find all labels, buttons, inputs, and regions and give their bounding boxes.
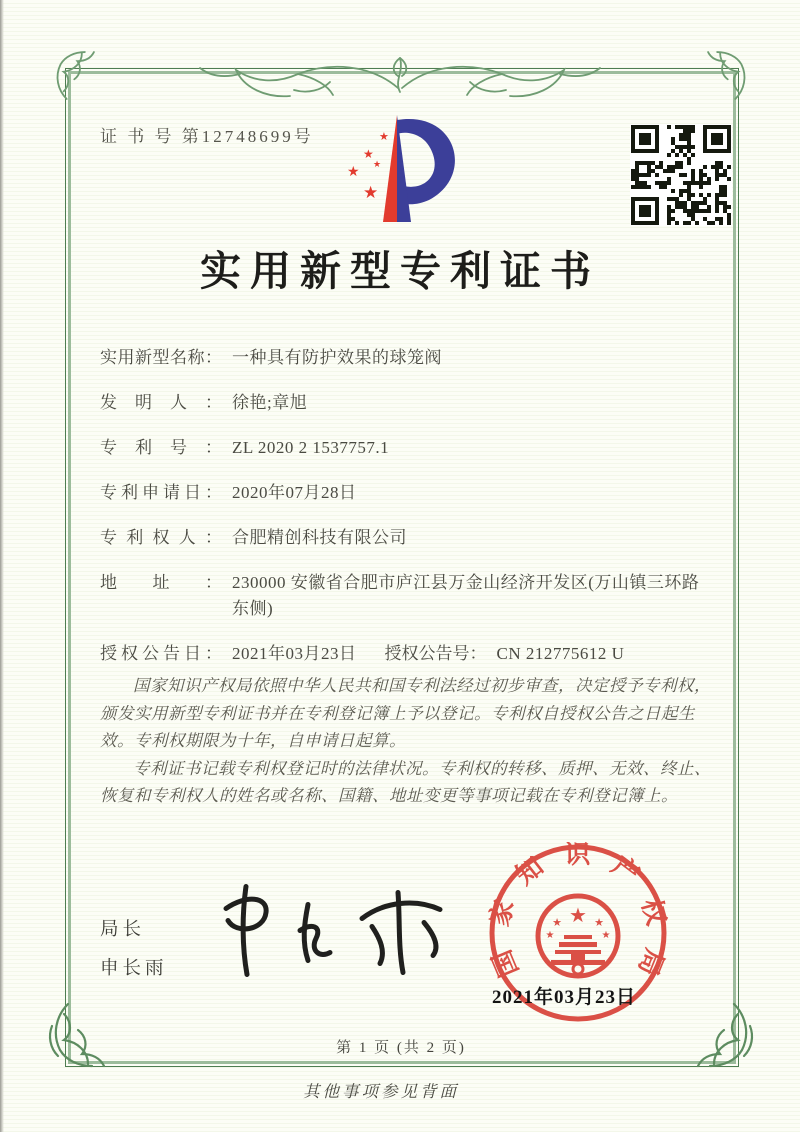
logo-star-icon: ★ xyxy=(347,165,360,180)
svg-text:★: ★ xyxy=(545,930,555,941)
qr-code xyxy=(630,124,732,226)
field-value: 一种具有防护效果的球笼阀 xyxy=(232,348,442,367)
legal-paragraph: 专利证书记载专利权登记时的法律状况。专利权的转移、质押、无效、终止、恢复和专利权人的姓名或名称、国籍、地址变更等事项记载在专利登记簿上。 xyxy=(100,758,711,805)
svg-text:★: ★ xyxy=(594,917,604,929)
field-value: 徐艳;章旭 xyxy=(232,393,308,412)
national-emblem xyxy=(538,896,618,976)
logo-star-icon: ★ xyxy=(363,183,379,202)
grant-number: CN 212775612 U xyxy=(496,644,625,663)
field-row-address xyxy=(100,570,712,622)
svg-text:★: ★ xyxy=(552,917,562,929)
field-label: 地址： xyxy=(100,573,222,592)
field-value: 合肥精创科技有限公司 xyxy=(232,528,407,547)
logo-star-icon: ★ xyxy=(379,131,389,143)
field-row-grant xyxy=(100,641,712,667)
back-note: 其他事项参见背面 xyxy=(303,1082,459,1101)
field-label: 授权公告号： xyxy=(384,644,487,663)
svg-text:★: ★ xyxy=(601,930,611,941)
director-signature xyxy=(212,872,452,987)
field-label: 授权公告日： xyxy=(100,644,222,663)
cnipa-logo xyxy=(333,110,465,236)
logo-star-icon: ★ xyxy=(363,147,374,161)
field-row-patent-number xyxy=(100,435,712,461)
field-value: 230000 安徽省合肥市庐江县万金山经济开发区(万山镇三环路东侧) xyxy=(232,573,700,618)
certificate-title: 实用新型专利证书 xyxy=(200,248,600,294)
certificate-fields xyxy=(100,345,712,686)
field-row-filing-date xyxy=(100,480,712,506)
legal-paragraph: 国家知识产权局依照中华人民共和国专利法经过初步审查，决定授予专利权，颁发实用新型专利证书并在专利登记簿上予以登记。专利权自授权公告之日起生效。专利权期限为十年，自申请日起算。 xyxy=(100,676,711,750)
field-label: 专利号： xyxy=(100,438,222,457)
grant-date: 2021年03月23日 xyxy=(232,644,357,663)
logo-star-icon: ★ xyxy=(373,159,382,169)
director-title: 局长 xyxy=(100,920,146,940)
field-label: 实用新型名称： xyxy=(100,348,222,367)
seal-text: 国家知识产权局 xyxy=(487,842,669,982)
seal-date: 2021年03月23日 xyxy=(492,987,637,1008)
signoff-block xyxy=(100,915,168,993)
field-label: 发明人： xyxy=(100,393,222,412)
certificate-number: 证 书 号 第12748699号 xyxy=(100,127,314,146)
field-value: ZL 2020 2 1537757.1 xyxy=(232,438,390,457)
field-label: 专利申请日： xyxy=(100,483,222,502)
legal-paragraphs xyxy=(100,672,714,810)
field-value: 2020年07月28日 xyxy=(232,483,357,502)
qr-code-graphic xyxy=(631,125,731,225)
field-label: 专利权人： xyxy=(100,528,222,547)
svg-text:★: ★ xyxy=(569,905,587,927)
field-row-patentee xyxy=(100,525,712,551)
scan-edge-shadow xyxy=(0,0,4,1132)
field-row-inventor xyxy=(100,390,712,416)
page-number: 第 1 页 (共 2 页) xyxy=(336,1040,466,1056)
director-name: 申长雨 xyxy=(100,959,168,979)
field-row-name xyxy=(100,345,712,371)
